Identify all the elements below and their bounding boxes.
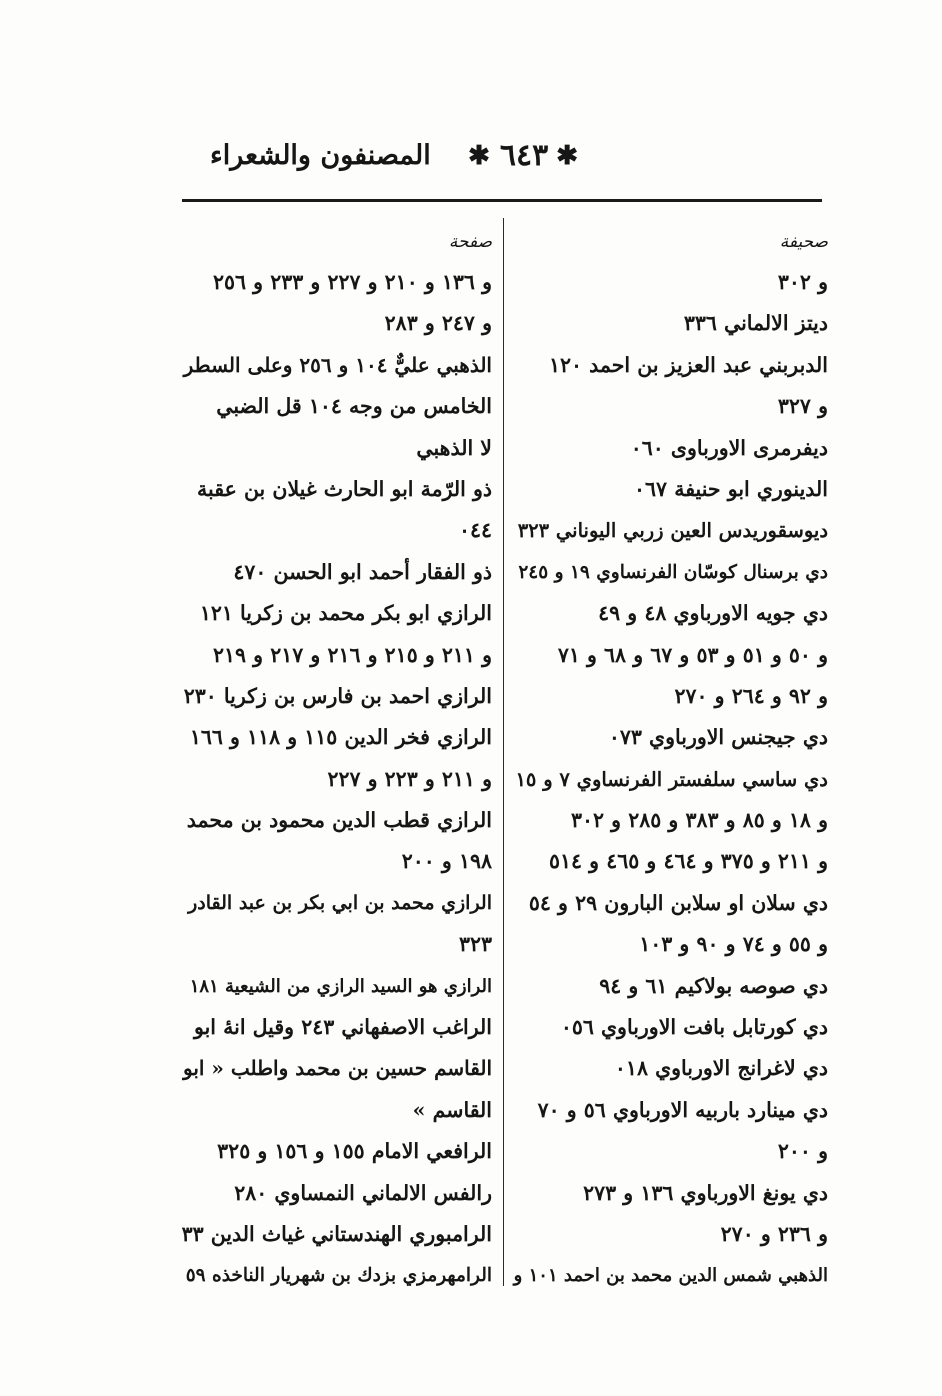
index-line: و ١٨ و ٨٥ و ٣٨٣ و ٢٨٥ و ٣٠٢ — [571, 808, 828, 833]
index-line: لا الذهبي — [416, 435, 492, 460]
index-line: دي لاغرانج الاورباوي ٠١٨ — [614, 1056, 828, 1081]
running-head — [180, 132, 830, 188]
index-line: الرامهرمزي بزدك بن شهريار الناخذه ٥٩ — [185, 1265, 492, 1287]
index-line: ديفرمرى الاورباوى ٠٦٠ — [630, 435, 828, 460]
index-line: الخامس من وجه ١٠٤ قل الضبي — [216, 394, 492, 419]
index-line: دي جويه الاورباوي ٤٨ و ٤٩ — [598, 601, 828, 626]
index-line: و ٢١١ و ٢٢٣ و ٢٢٧ — [327, 766, 492, 791]
index-line: الرامبوري الهندستاني غياث الدين ٣٣ — [182, 1221, 492, 1246]
index-line: و ٣٢٧ — [777, 394, 828, 419]
column-heading-left: صفحة — [448, 232, 492, 252]
index-line: دي جيجنس الاورباوي ٠٧٣ — [608, 725, 828, 750]
index-line: الرازي هو السيد الرازي من الشيعية ١٨١ — [189, 975, 492, 997]
column-heading-right: صحيفة — [779, 232, 828, 252]
index-line: و ٩٢ و ٢٦٤ و ٢٧٠ — [674, 683, 828, 708]
index-line: الدبربني عبد العزيز بن احمد ١٢٠ — [548, 352, 828, 377]
page-number-group — [468, 138, 580, 173]
index-line: الذهبي عليٌّ ١٠٤ و ٢٥٦ وعلى السطر — [183, 352, 492, 377]
index-line: الدينوري ابو حنيفة ٠٦٧ — [634, 476, 828, 501]
index-column-right — [512, 222, 828, 1297]
index-line: و ٢٠٠ — [777, 1139, 828, 1164]
index-line: و ٥٥ و ٧٤ و ٩٠ و ١٠٣ — [639, 932, 828, 957]
ornament-right-icon: ✱ — [556, 140, 580, 171]
index-line: ذو الرّمة ابو الحارث غيلان بن عقبة — [197, 476, 492, 501]
index-line: دي برسنال كوسّان الفرنساوي ١٩ و ٢٤٥ — [518, 561, 828, 583]
index-line: و ٢٣٦ و ٢٧٠ — [720, 1221, 828, 1246]
index-line: دي ساسي سلفستر الفرنساوي ٧ و ١٥ — [515, 767, 828, 791]
index-line: ٠٤٤ — [458, 518, 492, 543]
index-line: ١٩٨ و ٢٠٠ — [401, 849, 492, 874]
index-line: ديوسقوريدس العين زربي اليوناني ٣٢٣ — [517, 519, 828, 543]
index-line: الذهبي شمس الدين محمد بن احمد ١٠١ و — [513, 1265, 828, 1287]
left-entries — [182, 262, 492, 1297]
index-line: و ١٣٦ و ٢١٠ و ٢٢٧ و ٢٣٣ و ٢٥٦ — [212, 270, 492, 294]
index-line: دي سلان او سلابن البارون ٢٩ و ٥٤ — [528, 890, 828, 915]
page-number: ٦٤٣ — [499, 138, 549, 173]
index-line: دي مينارد باربيه الاورباوي ٥٦ و ٧٠ — [537, 1097, 828, 1122]
ornament-left-icon: ✱ — [468, 140, 492, 171]
index-line: دي كورتابل بافت الاورباوي ٠٥٦ — [560, 1015, 828, 1040]
index-line: و ٣٠٢ — [777, 270, 828, 294]
index-line: و ٢١١ و ٣٧٥ و ٤٦٤ و ٤٦٥ و ٥١٤ — [548, 849, 828, 874]
index-line: و ٢٤٧ و ٢٨٣ — [384, 311, 492, 336]
index-line: دي يونغ الاورباوي ١٣٦ و ٢٧٣ — [583, 1180, 828, 1205]
index-line: دي صوصه بولاكيم ٦١ و ٩٤ — [599, 973, 828, 998]
index-line: القاسم » — [412, 1097, 492, 1122]
column-divider — [503, 218, 504, 1286]
header-rule — [182, 199, 822, 202]
index-line: الرازي قطب الدين محمود بن محمد — [186, 808, 492, 833]
index-line: الرازي ابو بكر محمد بن زكريا ١٢١ — [199, 601, 492, 626]
index-line: القاسم حسين بن محمد واطلب « ابو — [183, 1056, 492, 1081]
index-line: ديتز الالماني ٣٣٦ — [683, 311, 828, 336]
section-title: المصنفون والشعراء — [210, 140, 431, 171]
index-line: رالفس الالماني النمساوي ٢٨٠ — [234, 1180, 492, 1205]
index-line: الراغب الاصفهاني ٢٤٣ وقيل انهٔ ابو — [194, 1015, 492, 1040]
index-line: الرازي فخر الدين ١١٥ و ١١٨ و ١٦٦ — [189, 725, 492, 750]
index-line: الرافعي الامام ١٥٥ و ١٥٦ و ٣٢٥ — [217, 1139, 492, 1164]
index-line: ذو الفقار أحمد ابو الحسن ٤٧٠ — [233, 559, 492, 584]
index-line: ٣٢٣ — [458, 932, 492, 957]
index-line: الرازي محمد بن ابي بكر بن عبد القادر — [188, 891, 492, 914]
right-entries — [512, 262, 828, 1297]
index-line: و ٥٠ و ٥١ و ٥٣ و ٦٧ و ٦٨ و ٧١ — [557, 642, 828, 667]
index-column-left — [182, 222, 492, 1297]
index-line: الرازي احمد بن فارس بن زكريا ٢٣٠ — [183, 683, 492, 708]
index-line: و ٢١١ و ٢١٥ و ٢١٦ و ٢١٧ و ٢١٩ — [212, 642, 492, 667]
